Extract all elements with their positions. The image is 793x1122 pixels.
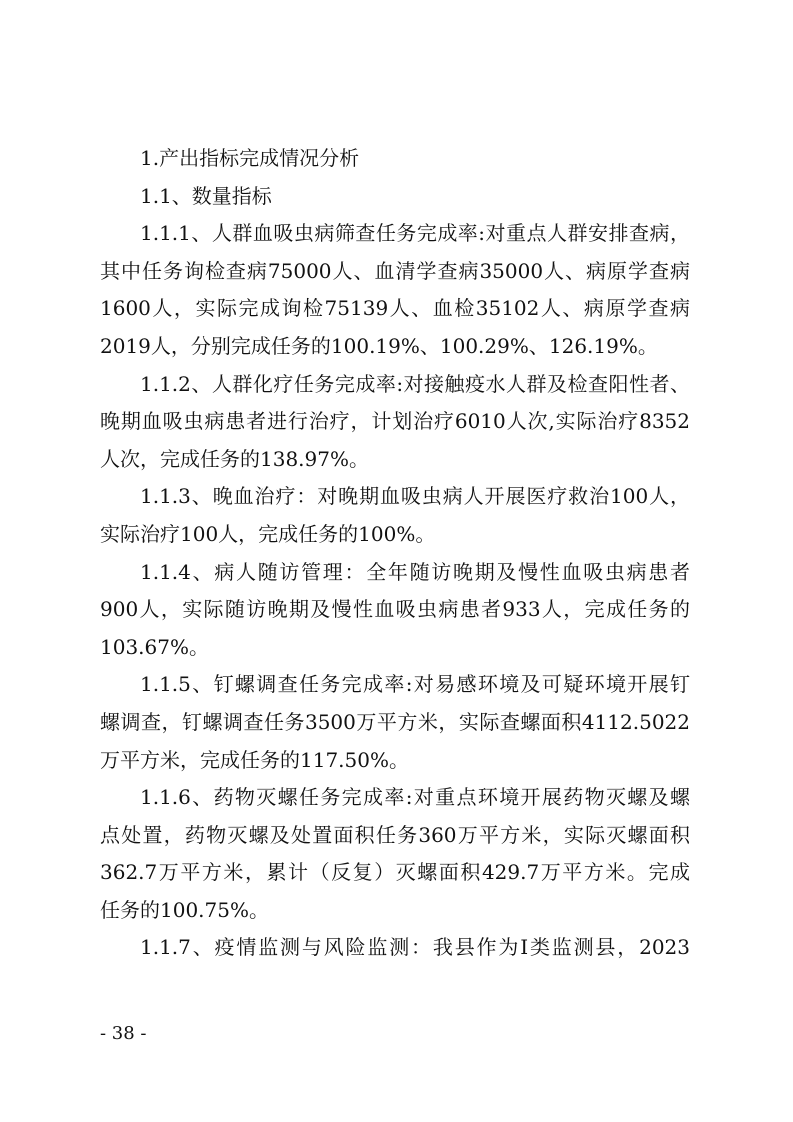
paragraph-line: 103.67%。 (100, 634, 209, 659)
paragraph-line: 其中任务询检查病75000人、血清学查病35000人、病原学查病 (100, 258, 690, 283)
paragraph-line: 人次，完成任务的138.97%。 (100, 446, 369, 471)
paragraph-line: 1.1.5、钉螺调查任务完成率:对易感环境及可疑环境开展钉 (140, 672, 690, 697)
paragraph-line: 362.7万平方米，累计（反复）灭螺面积429.7万平方米。完成 (100, 860, 690, 885)
paragraph-line: 1.1.3、晚血治疗：对晚期血吸虫病人开展医疗救治100人， (140, 484, 690, 509)
paragraph-line: 点处置，药物灭螺及处置面积任务360万平方米，实际灭螺面积 (100, 822, 690, 847)
paragraph-line: 2019人，分别完成任务的100.19%、100.29%、126.19%。 (100, 333, 658, 358)
paragraph-line: 任务的100.75%。 (100, 897, 269, 922)
heading-quantity-indicators: 1.1、数量指标 (140, 183, 272, 208)
heading-output-indicators: 1.产出指标完成情况分析 (140, 146, 360, 170)
page-number: - 38 - (100, 1023, 147, 1044)
paragraph-line: 1.1.2、人群化疗任务完成率:对接触疫水人群及检查阳性者、 (140, 371, 690, 396)
body-text (100, 140, 690, 967)
paragraph-line: 1.1.4、病人随访管理：全年随访晚期及慢性血吸虫病患者 (140, 559, 690, 584)
paragraph-line: 实际治疗100人，完成任务的100%。 (100, 521, 436, 546)
paragraph-line: 1.1.7、疫情监测与风险监测：我县作为Ⅰ类监测县，2023 (140, 935, 690, 960)
paragraph-line: 螺调查，钉螺调查任务3500万平方米，实际查螺面积4112.5022 (100, 709, 690, 734)
paragraph-line: 1.1.1、人群血吸虫病筛查任务完成率:对重点人群安排查病， (140, 221, 690, 246)
paragraph-line: 万平方米，完成任务的117.50%。 (100, 747, 409, 772)
paragraph-line: 晚期血吸虫病患者进行治疗，计划治疗6010人次,实际治疗8352 (100, 409, 690, 434)
paragraph-line: 1.1.6、药物灭螺任务完成率:对重点环境开展药物灭螺及螺 (140, 785, 690, 810)
paragraph-line: 900人，实际随访晚期及慢性血吸虫病患者933人，完成任务的 (100, 597, 690, 622)
paragraph-line: 1600人，实际完成询检75139人、血检35102人、病原学查病 (100, 296, 690, 321)
